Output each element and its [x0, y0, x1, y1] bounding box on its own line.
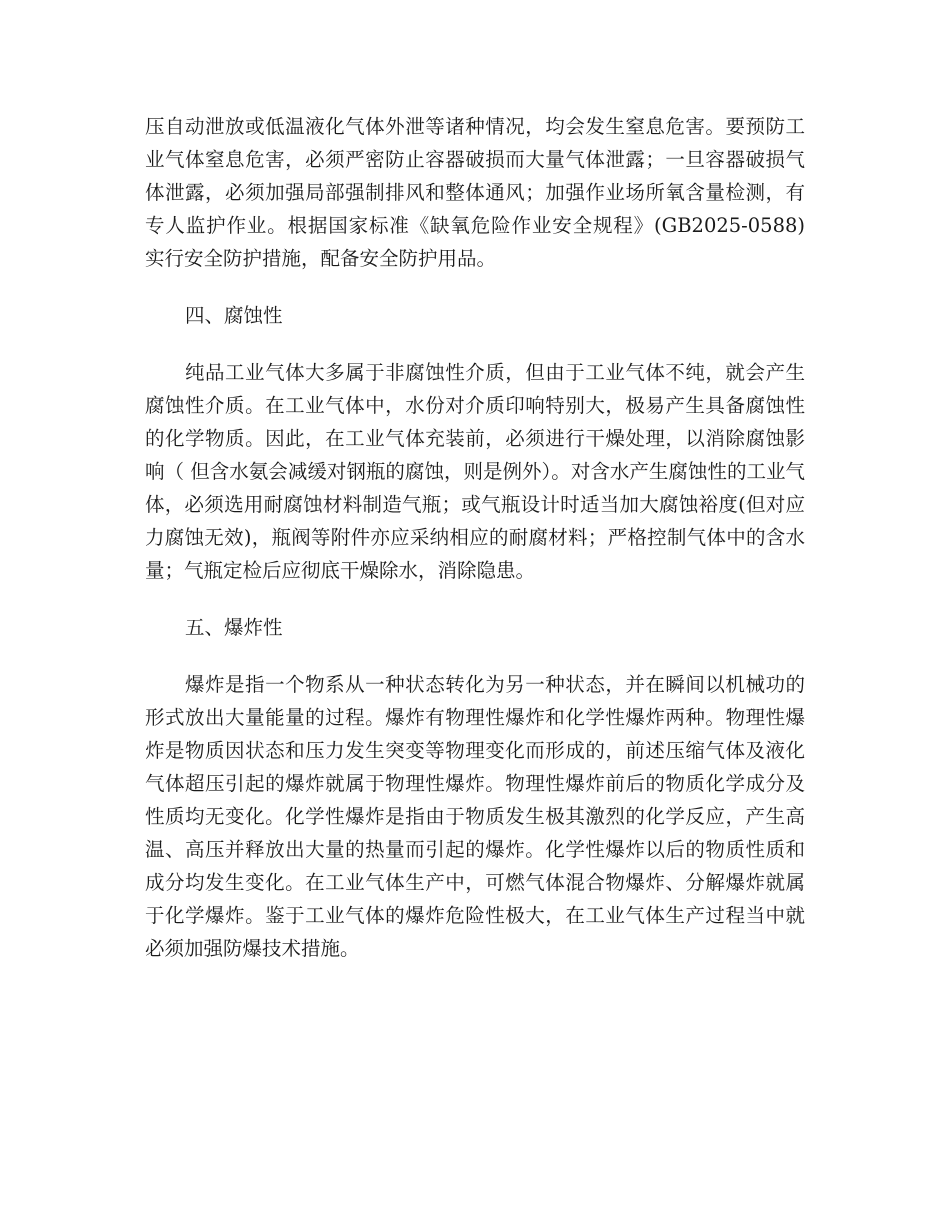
paragraph-corrosiveness: 纯品工业气体大多属于非腐蚀性介质，但由于工业气体不纯，就会产生腐蚀性介质。在工业气体中，水份对介质印响特别大，极易产生具备腐蚀性的化学物质。因此，在工业气体充装前，必须进行干燥处理，以消除腐蚀影响（ 但含水氨会减缓对钢瓶的腐蚀，则是例外）。对含水产生腐蚀性的工业气体，必须选用耐腐蚀材料制造气瓶；或气瓶设计时适当加大腐蚀裕度(但对应力腐蚀无效)，瓶阀等附件亦应采纳相应的耐腐材料；严格控制气体中的含水量；气瓶定检后应彻底干燥除水，消除隐患。 [145, 361, 805, 582]
section-heading-corrosiveness: 四、腐蚀性 [185, 304, 283, 327]
document-body [145, 110, 812, 965]
paragraph-asphyxiation-continued: 压自动泄放或低温液化气体外泄等诸种情况，均会发生窒息危害。要预防工业气体窒息危害，必须严密防止容器破损而大量气体泄露；一旦容器破损气体泄露，必须加强局部强制排风和整体通风；加强作业场所氧含量检测，有专人监护作业。根据国家标准《缺氧危险作业安全规程》(GB2025-0588) 实行安全防护措施，配备安全防护用品。 [145, 115, 812, 270]
spacer [145, 587, 805, 611]
spacer [145, 644, 805, 668]
spacer [145, 275, 805, 299]
paragraph-explosiveness: 爆炸是指一个物系从一种状态转化为另一种状态，并在瞬间以机械功的形式放出大量能量的过程。爆炸有物理性爆炸和化学性爆炸两种。物理性爆炸是物质因状态和压力发生突变等物理变化而形成的，前述压缩气体及液化气体超压引起的爆炸就属于物理性爆炸。物理性爆炸前后的物质化学成分及性质均无变化。化学性爆炸是指由于物质发生极其激烈的化学反应，产生高温、高压并释放出大量的热量而引起的爆炸。化学性爆炸以后的物质性质和成分均发生变化。在工业气体生产中，可燃气体混合物爆炸、分解爆炸就属于化学爆炸。鉴于工业气体的爆炸危险性极大，在工业气体生产过程当中就必须加强防爆技术措施。 [145, 673, 805, 960]
spacer [145, 332, 805, 356]
section-heading-explosiveness: 五、爆炸性 [185, 616, 283, 639]
